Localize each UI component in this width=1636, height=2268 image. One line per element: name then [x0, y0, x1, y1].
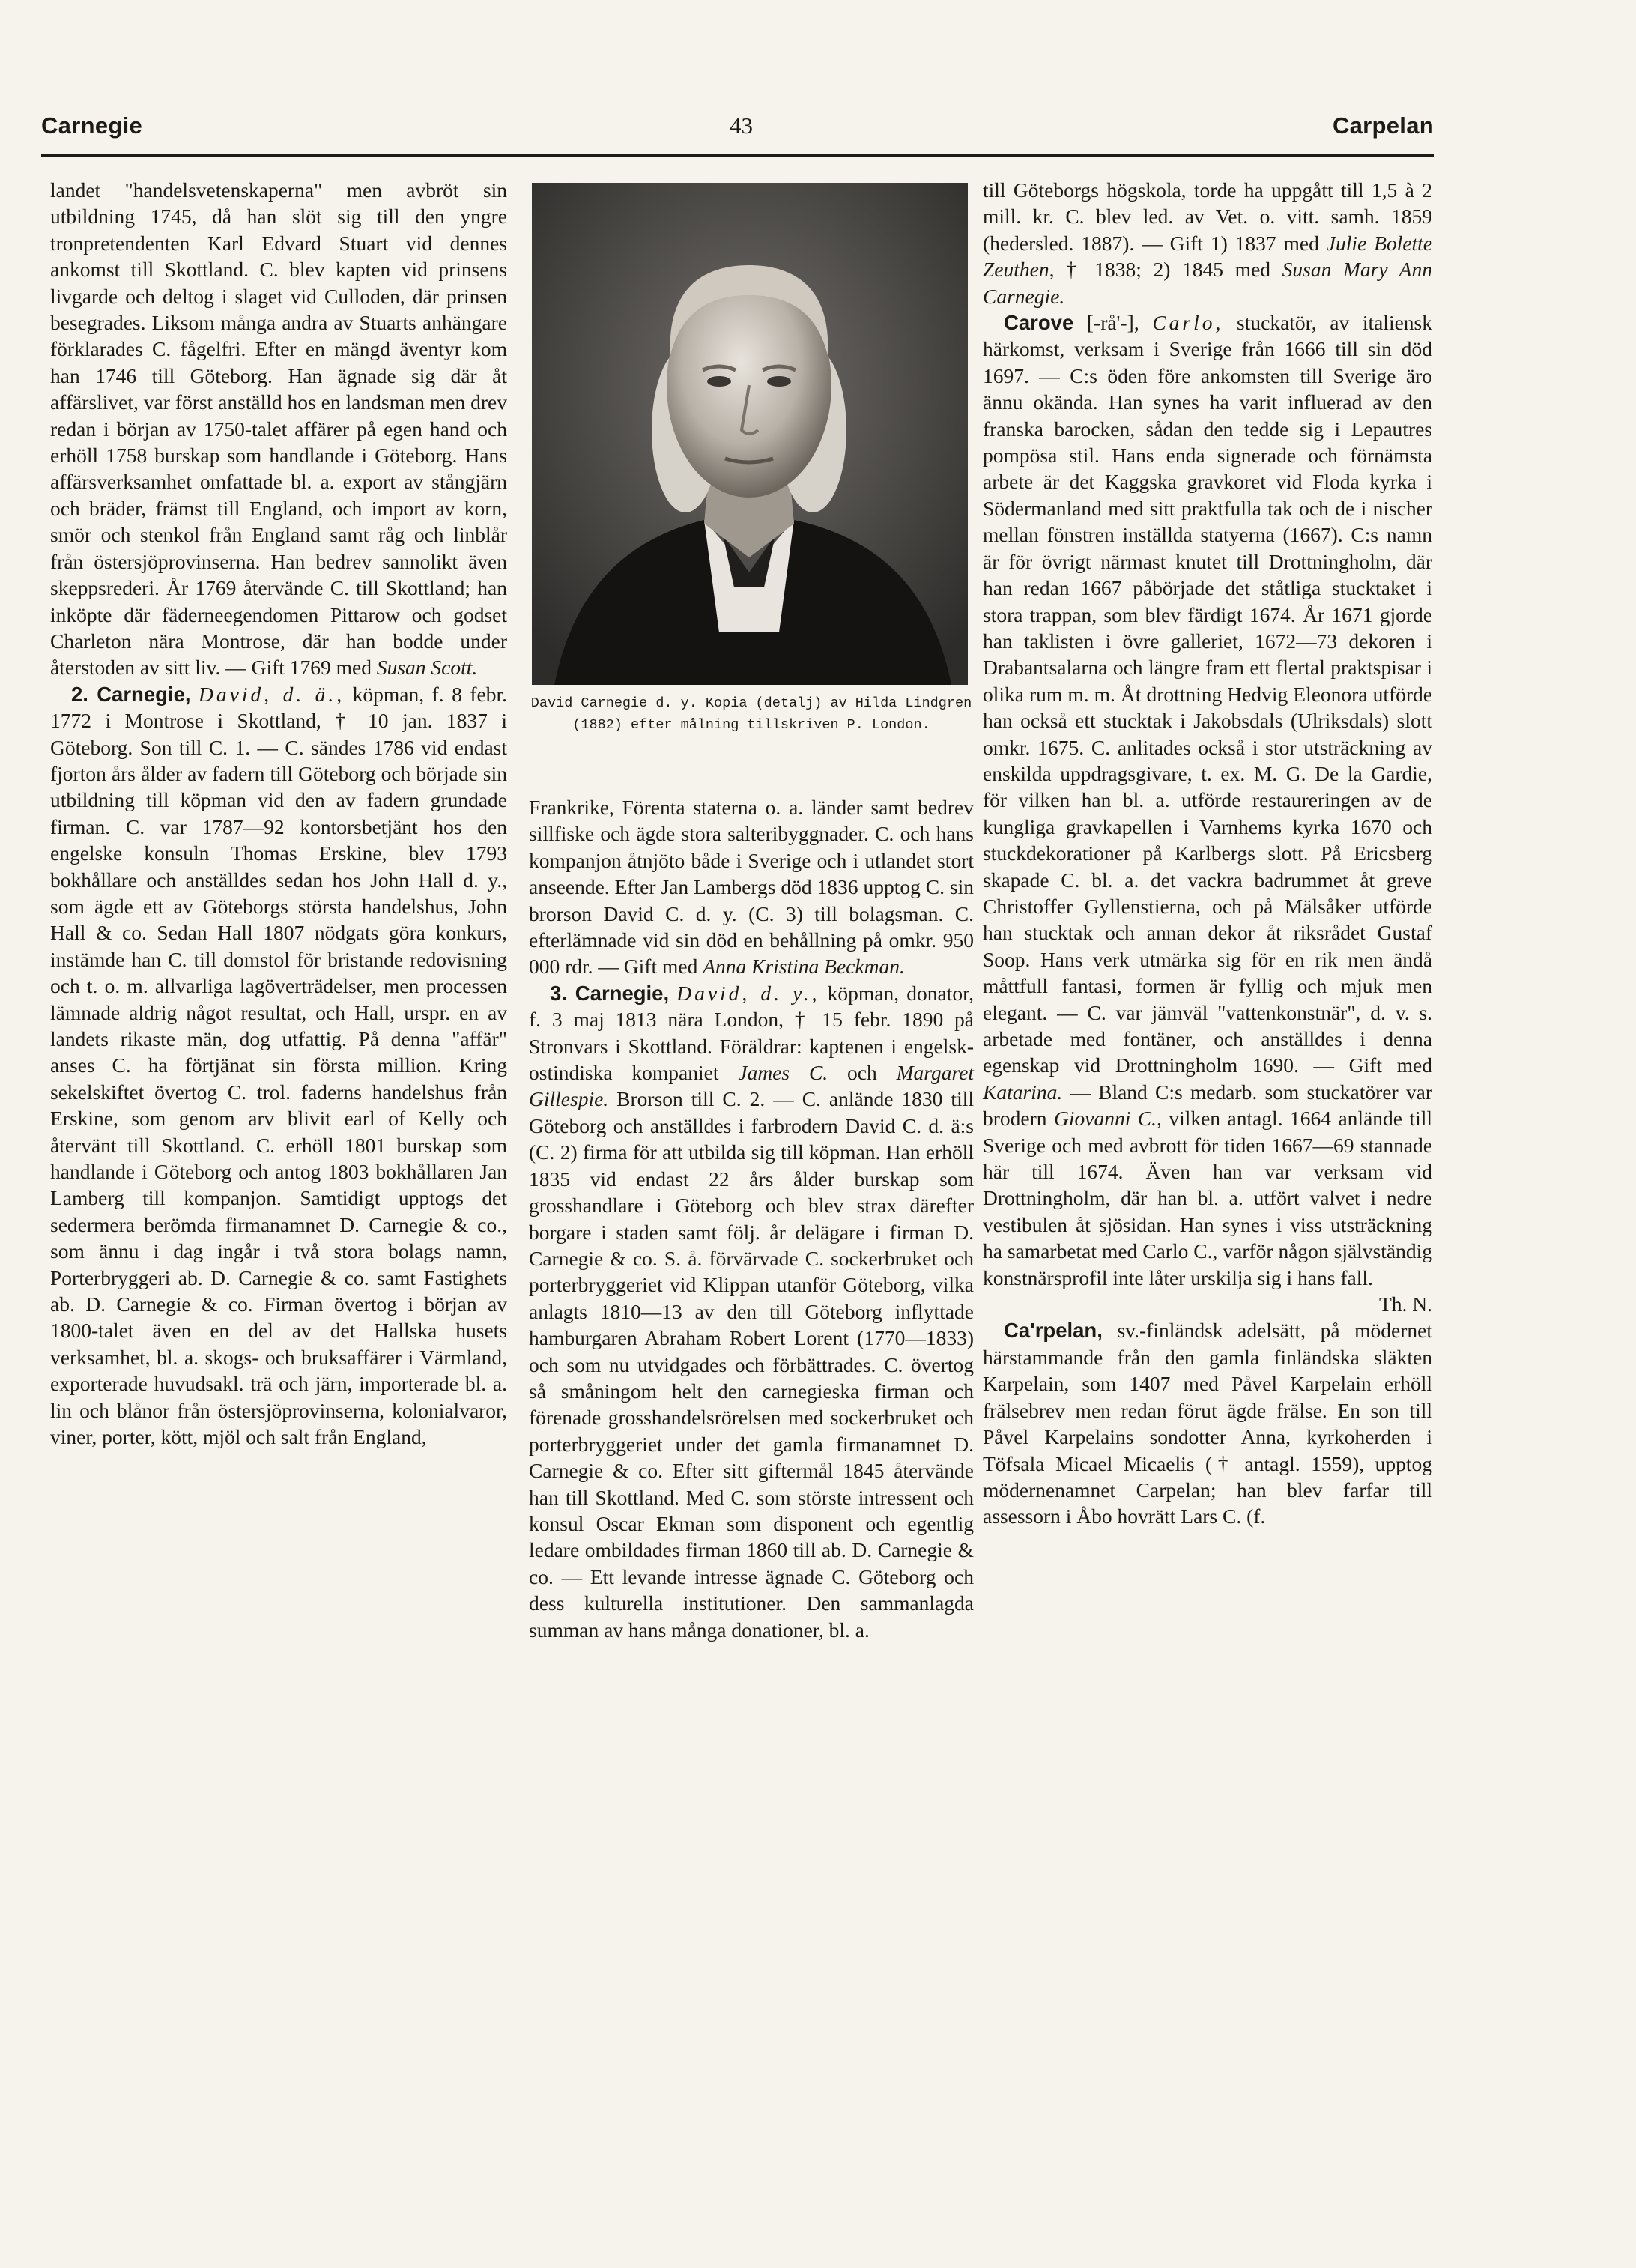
page-number: 43: [730, 112, 753, 139]
entry-carnegie-3: 3. Carnegie, David, d. y., köpman, donator, f. 3 maj 1813 nära London, † 15 febr. 1890 på Stronvars i Skottland. Föräldrar: kaptenen i engelsk-ostindiska kompaniet James C. och Margaret Gillespie. Brorson till C. 2. — C. anlände 1830 till Göteborg och anställdes i farbrodern David C. d. ä:s (C. 2) firma för att utbilda sig till köpman. Han erhöll 1835 vid endast 22 års ålder burskap som grosshandlare i Göteborg och blev strax därefter borgare i staden samt följ. år delägare i firman D. Carnegie & co. S. å. förvärvade C. sockerbruket och porterbryggeriet vid Klippan utanför Göteborg, vilka anlagts 1810—13 av den till Göteborg inflyttade hamburgaren Abraham Robert Lorent (1770—1833) och som nu utvidgades och förbättrades. C. övertog så småningom helt den carnegieska firman och förenade grosshandelsrörelsen med sockerbruket och porterbryggeriet under det gamla firmanamnet D. Carnegie & co. Efter sitt giftermål 1845 återvände han till Skottland. Med C. som störste intressent och konsul Oscar Ekman som disponent och egentlig ledare ombildades firman 1860 till ab. D. Carnegie & co. — Ett levande intresse ägnade C. Göteborg och dess kulturella institutioner. Den sammanlagda summan av hans många donationer, bl. a.: [529, 981, 974, 1642]
entry-carpelan: Ca'rpelan, sv.-finländsk adelsätt, på mödernet härstammande från den gamla finländska släkten Karpelain, som 1407 med Påvel Karpelain erhöll frälsebrev men redan förut ägde frälse. En son till Påvel Karpelains sondotter Anna, kyrkoherden i Töfsala Micael Micaelis († antagl. 1559), upptog mödernenamnet Carpelan; han blev farfar till assessorn i Åbo hovrätt Lars C. (f.: [983, 1319, 1432, 1528]
entry-name: Carove: [1004, 311, 1074, 335]
portrait-photo: [532, 183, 968, 685]
entry-3-continuation: till Göteborgs högskola, torde ha uppgått till 1,5 à 2 mill. kr. C. blev led. av Vet. o. vitt. samh. 1859 (hedersled. 1887). — Gift 1) 1837 med Julie Bolette Zeuthen, † 1838; 2) 1845 med Susan Mary Ann Carnegie.: [983, 178, 1432, 308]
entry-carove: Carove [-rå'-], Carlo, stuckatör, av italiensk härkomst, verksam i Sverige från 1666 till sin död 1697. — C:s öden före ankomsten till Sverige äro ännu okända. Han synes ha varit influerad av den franska barocken, sådan den tedde sig i Lepautres pompösa stil. Hans enda signerade och förnämsta arbete är det Kaggska gravkoret vid Floda kyrka i Södermanland med sitt praktfulla tak och de i nischer mellan fönstren inställda statyerna (1667). C:s namn är för övrigt närmast knutet till Drottningholm, där han redan 1667 påbörjade det ståtliga stucktaket i stora trappan, som blev färdigt 1674. År 1671 gjorde han taklisten i övre galleriet, 1672—73 dekoren i Drabantsalarna och längre fram ett flertal praktspisar i olika rum m. m. Åt drottning Hedvig Eleonora utförde han också ett stucktak i Jakobsdals (Ulriksdals) slott omkr. 1675. C. anlitades också i stor utsträckning av enskilda uppdragsgivare, t. ex. M. G. De la Gardie, för vilken han bl. a. utförde restaureringen av de kungliga gravkapellen i Varnhems kyrka 1670 och stuckdekorationer på Karlbergs slott. På Ericsberg skapade C. bl. a. det vackra badrummet åt greve Christoffer Gyllenstierna, och på Mälsåker utförde han stucktak och annan dekor åt riksrådet Gustaf Soop. Hans verk utmärka sig för en rik men ändå måttfull fantasi, formen är fyllig och mjuk men elegant. — C. var jämväl "vattenkonstnär", d. v. s. arbetade med fontäner, och anställdes i denna egenskap vid Drottningholm 1690. — Gift med Katarina. — Bland C:s medarb. som stuckatörer var brodern Giovanni C., vilken antagl. 1664 anlände till Sverige och med avbrott för tiden 1667—69 stannade här till 1674. Även han var verksam vid Drottningholm, där han bl. a. utfört valvet i nedre vestibulen åt sjösidan. Han synes i viss utsträckning ha samarbetat med Carlo C., varför någon självständig konstnärsprofil inte låter urskilja sig i hans fall. Th. N.: [983, 309, 1432, 1291]
header-rule: [41, 154, 1434, 157]
entry-name: Carnegie,: [97, 682, 191, 706]
entry-name: Carnegie,: [575, 981, 670, 1005]
running-head-right: Carpelan: [1332, 112, 1434, 139]
portrait-caption: David Carnegie d. y. Kopia (detalj) av Hilda Lindgren (1882) efter målning tillskriven P. London.: [530, 695, 972, 733]
column-1: [50, 177, 507, 1451]
entry-name: Ca'rpelan,: [1004, 1319, 1103, 1343]
column-3: [983, 177, 1432, 1530]
column-2: [529, 794, 974, 1643]
entry-carnegie-2: 2. Carnegie, David, d. ä., köpman, f. 8 febr. 1772 i Montrose i Skottland, † 10 jan. 1837 i Göteborg. Son till C. 1. — C. sändes 1786 vid endast fjorton års ålder av fadern till Göteborg och började sin utbildning till köpman vid den av fadern grundade firman. C. var 1787—92 kontorsbetjänt hos den engelske konsuln Thomas Erskine, blev 1793 bokhållare och anställdes sedan hos John Hall d. y., som ägde ett av Göteborgs största handelshus, John Hall & co. Sedan Hall 1807 nödgats göra konkurs, instämde han C. till domstol för bristande redovisning och t. o. m. allvarliga lagöverträdelser, men processen lämnade aldrig något resultat, och Hall, urspr. en av landets rikaste män, dog utfattig. På denna "affär" anses C. ha förtjänat sin första million. Kring sekelskiftet övertog C. trol. faderns handelshus från Erskine, som genom arv blivit earl of Kelly och återvänt till Skottland. C. erhöll 1801 burskap som handlande i Göteborg och antog 1803 bokhållaren Jan Lamberg till kompanjon. Samtidigt upptogs det sedermera berömda firmanamnet D. Carnegie & co., som ännu i dag ingår i två stora bolags namn, Porterbryggeri ab. D. Carnegie & co. samt Fastighets ab. D. Carnegie & co. Firman övertog i början av 1800-talet även en del av det Hallska husets verksamhet, bl. a. skogs- och bruksaffärer i Värmland, exporterade huvudsakl. trä och järn, importerade bl. a. lin och blånor från östersjöprovinserna, kolonialvaror, viner, porter, kött, mjöl och salt från England,: [50, 682, 507, 1449]
entry-1-continuation: landet "handelsvetenskaperna" men avbröt sin utbildning 1745, då han slöt sig till den yngre tronpretendenten Karl Edvard Stuart vid dennes ankomst till Skottland. C. blev kapten vid prinsens livgarde och deltog i slaget vid Culloden, där prinsen besegrades. Liksom många andra av Stuarts anhängare förklarades C. fågelfri. Efter en mängd äventyr kom han 1746 till Göteborg. Han ägnade sig där åt affärslivet, var först anställd hos en landsman men drev redan i början av 1750-talet affärer på egen hand och erhöll 1758 burskap som handlande i Göteborg. Hans affärsverksamhet omfattade bl. a. export av stångjärn och bräder, främst till England, och import av korn, smör och stenkol från England samt råg och linblår från östersjöprovinserna. Han bedrev sannolikt även skeppsrederi. År 1769 återvände C. till Skottland; han inköpte där fäderneegendomen Pittarow och godset Charleton nära Montrose, där han bodde under återstoden av sitt liv. — Gift 1769 med Susan Scott.: [50, 178, 507, 680]
entry-2-continuation: Frankrike, Förenta staterna o. a. länder samt bedrev sillfiske och ägde stora salteribyggnader. C. och hans kompanjon åtnjöto både i Sverige och i utlandet stort anseende. Efter Jan Lambergs död 1836 upptog C. sin brorson David C. d. y. (C. 3) till bolagsman. C. efterlämnade vid sin död en behållning på omkr. 950 000 rdr. — Gift med Anna Kristina Beckman.: [529, 796, 974, 979]
running-head-left: Carnegie: [41, 112, 143, 139]
author-signature: Th. N.: [1378, 1292, 1432, 1316]
portrait-photo-icon: [532, 183, 968, 685]
